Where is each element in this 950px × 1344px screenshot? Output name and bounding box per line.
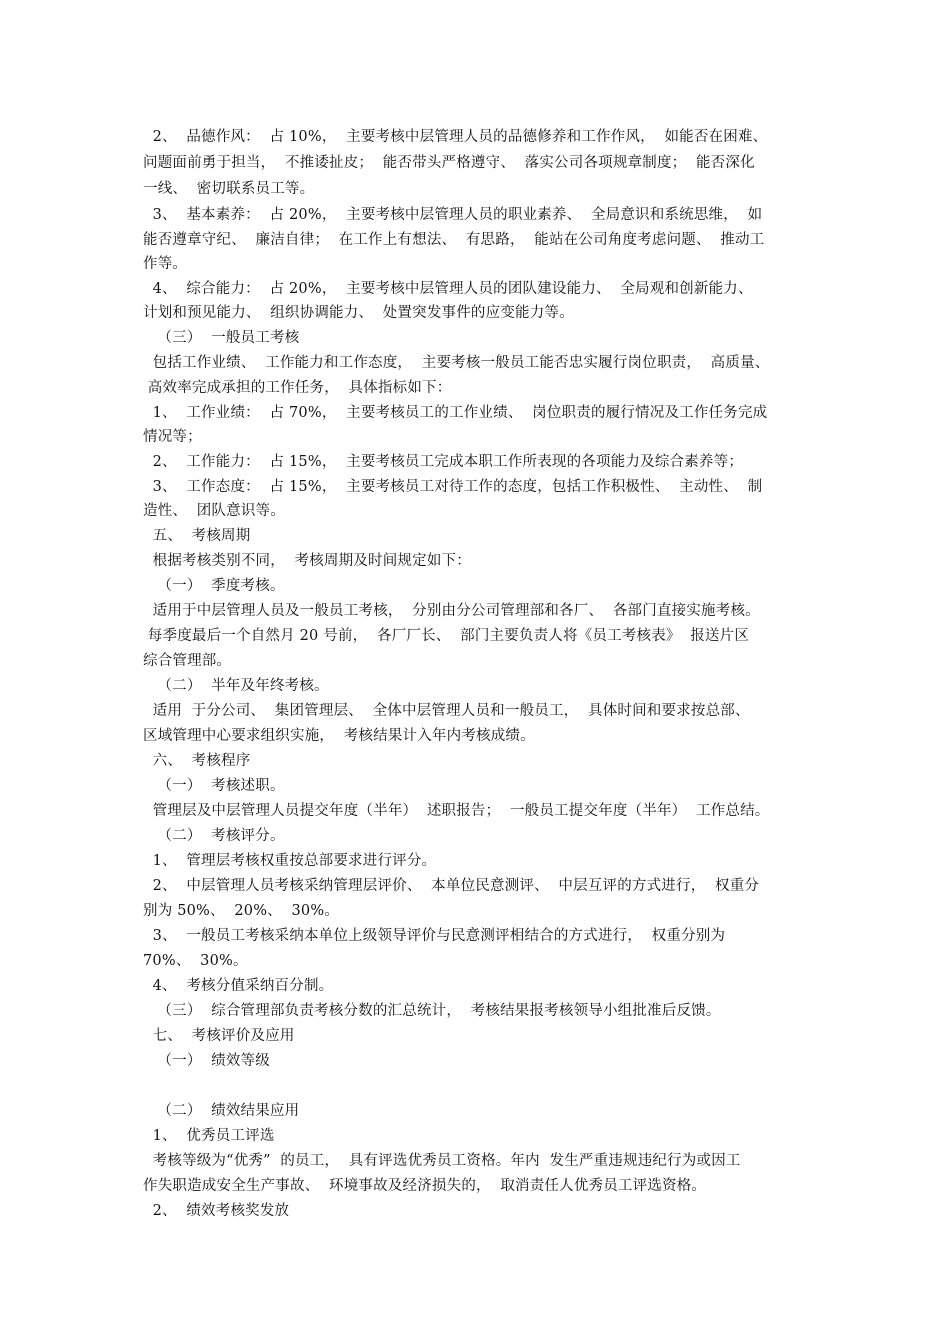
text-line: 4、 考核分值采纳百分制。 [143,978,334,994]
text-line: 2、 中层管理人员考核采纳管理层评价、 本单位民意测评、 中层互评的方式进行， 权重分 [143,878,760,894]
text-line: 根据考核类别不同， 考核周期及时间规定如下： [143,553,471,569]
text-line: 3、 一般员工考核采纳本单位上级领导评价与民意测评相结合的方式进行， 权重分别为 [143,928,726,944]
text-line: 1、 管理层考核权重按总部要求进行评分。 [143,853,437,869]
section-heading: 五、 考核周期 [143,528,251,544]
section-heading: 六、 考核程序 [143,753,251,769]
text-line: 管理层及中层管理人员提交年度（半年） 述职报告； 一般员工提交年度（半年） 工作总结。 [143,803,770,819]
text-line: 2、 工作能力： 占 15%， 主要考核员工完成本职工作所表现的各项能力及综合素养等； [143,454,744,470]
section-heading: （一） 季度考核。 [143,578,285,594]
text-line: 70%、 30%。 [143,953,248,969]
section-heading: 1、 优秀员工评选 [143,1128,275,1144]
section-heading: （二） 考核评分。 [143,828,285,844]
text-line: 1、 工作业绩： 占 70%， 主要考核员工的工作业绩、 岗位职责的履行情况及工作任务完成 [143,405,768,421]
text-line: 作等。 [143,256,188,272]
text-line: 计划和预见能力、 组织协调能力、 处置突发事件的应变能力等。 [143,305,574,321]
text-line: 造性、 团队意识等。 [143,503,285,519]
text-line: 考核等级为“优秀” 的员工， 具有评选优秀员工资格。年内 发生严重违规违纪行为或因工 [143,1153,741,1169]
text-line: 问题面前勇于担当， 不推诿扯皮； 能否带头严格遵守、 落实公司各项规章制度； 能否深化 [143,155,755,171]
text-line: 3、 工作态度： 占 15%， 主要考核员工对待工作的态度，包括工作积极性、 主动性、 制 [143,479,763,495]
text-line: 2、 品德作风： 占 10%， 主要考核中层管理人员的品德修养和工作作风， 如能否在困难、 [143,129,768,145]
text-line: （三） 综合管理部负责考核分数的汇总统计， 考核结果报考核领导小组批准后反馈。 [143,1003,721,1019]
text-line: 适用于中层管理人员及一般员工考核， 分别由分公司管理部和各厂、 各部门直接实施考核。 [143,603,760,619]
text-line: 作失职造成安全生产事故、 环境事故及经济损失的， 取消责任人优秀员工评选资格。 [143,1178,707,1194]
text-line: 一线、 密切联系员工等。 [143,181,315,197]
section-heading: （二） 绩效结果应用 [143,1103,300,1119]
text-line: 别为 50%、 20%、 30%。 [143,903,340,919]
section-heading: （一） 绩效等级 [143,1053,270,1069]
section-heading: 2、 绩效考核奖发放 [143,1203,290,1219]
text-line: 3、 基本素养： 占 20%， 主要考核中层管理人员的职业素养、 全局意识和系统思维， 如 [143,207,763,223]
text-line: 适用 于分公司、 集团管理层、 全体中层管理人员和一般员工， 具体时间和要求按总部、 [143,703,750,719]
text-line: 区域管理中心要求组织实施， 考核结果计入年内考核成绩。 [143,728,535,744]
text-line: 能否遵章守纪、 廉洁自律； 在工作上有想法、 有思路， 能站在公司角度考虑问题、 推动工 [143,232,765,248]
text-line: 综合管理部。 [143,653,232,669]
text-line: 4、 综合能力： 占 20%， 主要考核中层管理人员的团队建设能力、 全局观和创新能力、 [143,281,753,297]
section-heading: （一） 考核述职。 [143,778,285,794]
text-line: 包括工作业绩、 工作能力和工作态度， 主要考核一般员工能否忠实履行岗位职责， 高质量、 [143,355,770,371]
section-heading: （三） 一般员工考核 [143,330,300,346]
section-heading: （二） 半年及年终考核。 [143,678,329,694]
text-line: 高效率完成承担的工作任务， 具体指标如下： [143,380,452,396]
text-line: 每季度最后一个自然月 20 号前， 各厂厂长、 部门主要负责人将《员工考核表》 报送片区 [143,628,750,644]
section-heading: 七、 考核评价及应用 [143,1028,295,1044]
text-line: 情况等； [143,429,202,445]
